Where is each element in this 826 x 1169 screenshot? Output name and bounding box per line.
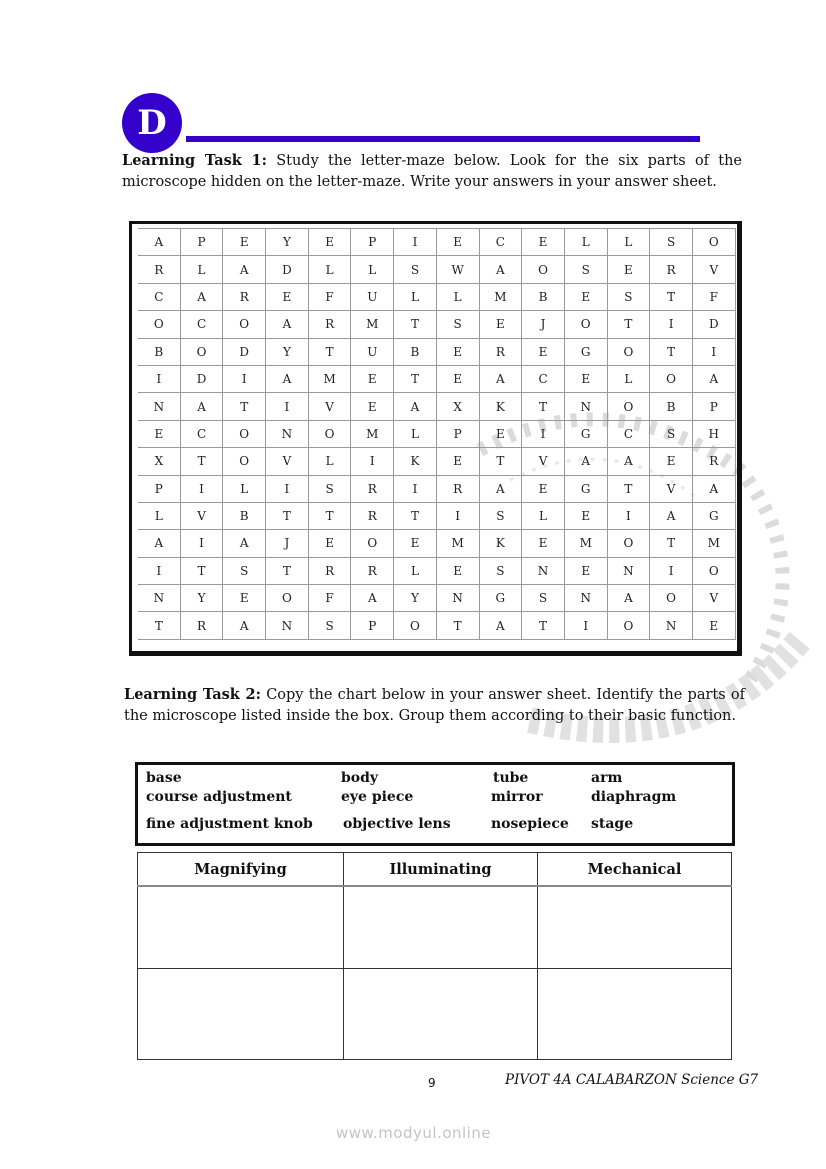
maze-cell: G [479,585,522,612]
maze-cell: E [436,338,479,365]
maze-cell: I [394,229,437,256]
maze-cell: T [394,311,437,338]
maze-cell: I [266,475,309,502]
maze-cell: U [351,283,394,310]
maze-cell: Y [180,585,223,612]
maze-cell: N [564,393,607,420]
page-number: 9 [428,1076,436,1090]
maze-cell: I [650,311,693,338]
maze-cell: O [223,448,266,475]
maze-cell: A [479,365,522,392]
maze-cell: E [351,365,394,392]
maze-cell: E [394,530,437,557]
maze-cell: N [138,393,180,420]
maze-cell: B [394,338,437,365]
maze-cell: A [138,229,180,256]
task1-text: Study the letter-maze below. Look for the six parts of the microscope hidden on the letter-maze. Write your answers in your answer sheet. [122,153,743,190]
maze-cell: L [351,256,394,283]
maze-cell: Y [266,229,309,256]
maze-cell: L [138,502,180,529]
maze-cell: I [266,393,309,420]
maze-cell: T [308,338,351,365]
maze-cell: E [266,283,309,310]
maze-cell: V [266,448,309,475]
maze-cell: L [436,283,479,310]
maze-cell: B [223,502,266,529]
maze-cell: O [522,256,565,283]
maze-cell: T [650,338,693,365]
maze-cell: L [394,283,437,310]
maze-cell: L [223,475,266,502]
task2-text: Copy the chart below in your answer sheet. Identify the parts of the microscope listed inside the box. Group them according to their basic function. [124,687,745,724]
maze-cell: I [180,475,223,502]
maze-cell: E [308,530,351,557]
maze-cell: O [607,530,650,557]
maze-cell: V [308,393,351,420]
maze-cell: E [522,530,565,557]
maze-row [138,557,735,584]
maze-cell: I [394,475,437,502]
maze-cell: S [223,557,266,584]
maze-row [138,612,735,639]
maze-cell: M [692,530,735,557]
site-watermark: www.modyul.online [336,1124,492,1142]
part-item: body [341,770,379,786]
chart-cell [138,886,344,969]
maze-cell: O [650,365,693,392]
maze-cell: H [692,420,735,447]
maze-cell: T [479,448,522,475]
maze-cell: I [436,502,479,529]
maze-cell: T [138,612,180,639]
maze-cell: A [266,311,309,338]
maze-cell: I [607,502,650,529]
maze-cell: J [522,311,565,338]
maze-cell: M [479,283,522,310]
maze-cell: R [351,475,394,502]
chart-cell [138,969,344,1060]
maze-cell: T [522,612,565,639]
maze-cell: L [308,448,351,475]
maze-cell: E [650,448,693,475]
maze-cell: S [607,283,650,310]
maze-cell: F [308,585,351,612]
maze-cell: A [223,612,266,639]
maze-cell: V [692,256,735,283]
maze-row [138,311,735,338]
maze-row [138,530,735,557]
maze-row [138,448,735,475]
maze-cell: O [308,420,351,447]
part-item: objective lens [343,816,451,832]
maze-cell: P [692,393,735,420]
maze-cell: R [479,338,522,365]
part-item: course adjustment [146,789,292,805]
part-item: base [146,770,182,786]
maze-cell: O [180,338,223,365]
maze-cell: M [351,420,394,447]
maze-cell: A [607,585,650,612]
maze-cell: S [436,311,479,338]
maze-cell: F [308,283,351,310]
maze-row [138,229,735,256]
task2-instructions [124,684,745,727]
maze-cell: R [436,475,479,502]
maze-cell: S [564,256,607,283]
chart-cell [538,969,732,1060]
maze-cell: T [223,393,266,420]
maze-cell: T [436,612,479,639]
maze-cell: A [394,393,437,420]
maze-cell: L [180,256,223,283]
maze-cell: E [351,393,394,420]
maze-cell: E [692,612,735,639]
maze-cell: D [180,365,223,392]
chart-row [138,886,732,969]
maze-cell: B [650,393,693,420]
maze-cell: I [223,365,266,392]
maze-cell: O [394,612,437,639]
maze-cell: E [564,365,607,392]
maze-row [138,283,735,310]
maze-cell: E [479,311,522,338]
maze-cell: P [351,229,394,256]
maze-cell: D [223,338,266,365]
maze-cell: F [692,283,735,310]
maze-cell: V [692,585,735,612]
maze-cell: T [180,557,223,584]
maze-cell: L [607,229,650,256]
maze-cell: I [180,530,223,557]
header-illuminating: Illuminating [344,853,538,887]
maze-cell: I [650,557,693,584]
maze-cell: E [564,502,607,529]
maze-cell: K [394,448,437,475]
maze-cell: L [564,229,607,256]
maze-cell: E [223,585,266,612]
maze-cell: N [266,420,309,447]
maze-cell: E [436,229,479,256]
parts-list-box [135,762,735,846]
maze-cell: R [308,557,351,584]
maze-cell: O [138,311,180,338]
maze-cell: L [607,365,650,392]
maze-cell: I [692,338,735,365]
maze-cell: S [308,475,351,502]
maze-cell: A [351,585,394,612]
maze-cell: K [479,393,522,420]
maze-cell: A [607,448,650,475]
maze-cell: E [436,365,479,392]
part-item: tube [493,770,529,786]
maze-cell: O [564,311,607,338]
maze-cell: S [479,502,522,529]
header-magnifying: Magnifying [138,853,344,887]
maze-cell: T [607,475,650,502]
maze-cell: P [436,420,479,447]
maze-cell: N [138,585,180,612]
maze-cell: J [266,530,309,557]
chart-cell [344,969,538,1060]
maze-cell: N [266,612,309,639]
maze-cell: I [138,365,180,392]
chart-header-row [138,853,732,887]
maze-cell: R [138,256,180,283]
maze-cell: T [266,557,309,584]
maze-cell: O [692,557,735,584]
maze-cell: A [180,283,223,310]
maze-cell: U [351,338,394,365]
maze-cell: O [223,311,266,338]
maze-cell: L [394,557,437,584]
maze-cell: W [436,256,479,283]
maze-cell: C [522,365,565,392]
maze-cell: R [180,612,223,639]
maze-cell: A [138,530,180,557]
part-item: diaphragm [591,789,677,805]
maze-cell: R [223,283,266,310]
maze-cell: I [564,612,607,639]
maze-cell: C [138,283,180,310]
maze-cell: E [308,229,351,256]
task1-label: Learning Task 1: [122,152,267,169]
maze-cell: V [522,448,565,475]
maze-cell: G [564,338,607,365]
maze-cell: P [138,475,180,502]
maze-cell: A [692,365,735,392]
maze-cell: A [479,475,522,502]
maze-cell: S [650,420,693,447]
maze-cell: T [180,448,223,475]
section-divider [186,136,700,142]
maze-row [138,502,735,529]
maze-cell: M [564,530,607,557]
maze-cell: E [607,256,650,283]
maze-cell: S [308,612,351,639]
maze-row [138,585,735,612]
maze-cell: D [266,256,309,283]
maze-cell: O [607,338,650,365]
section-badge: D [122,93,182,153]
part-item: nosepiece [491,816,569,832]
maze-cell: G [692,502,735,529]
maze-cell: A [692,475,735,502]
maze-cell: A [479,256,522,283]
maze-cell: C [607,420,650,447]
part-item: arm [591,770,623,786]
maze-cell: R [308,311,351,338]
maze-cell: T [308,502,351,529]
maze-cell: E [564,283,607,310]
maze-cell: A [266,365,309,392]
maze-cell: Y [266,338,309,365]
maze-cell: O [607,612,650,639]
maze-cell: R [351,502,394,529]
maze-row [138,475,735,502]
part-item: mirror [491,789,543,805]
maze-cell: T [522,393,565,420]
maze-cell: E [138,420,180,447]
maze-cell: L [394,420,437,447]
chart-cell [538,886,732,969]
maze-cell: I [522,420,565,447]
maze-cell: T [266,502,309,529]
maze-cell: K [479,530,522,557]
maze-cell: L [522,502,565,529]
maze-cell: S [650,229,693,256]
letter-maze-grid [138,228,736,640]
maze-cell: E [522,338,565,365]
maze-cell: A [223,256,266,283]
maze-row [138,365,735,392]
maze-cell: N [607,557,650,584]
maze-cell: A [650,502,693,529]
maze-cell: T [650,530,693,557]
maze-cell: I [351,448,394,475]
maze-cell: N [522,557,565,584]
chart-row [138,969,732,1060]
maze-cell: E [522,229,565,256]
maze-cell: C [180,420,223,447]
maze-cell: V [650,475,693,502]
maze-row [138,420,735,447]
maze-cell: B [138,338,180,365]
maze-cell: S [522,585,565,612]
maze-cell: T [394,365,437,392]
maze-cell: A [479,612,522,639]
maze-cell: N [564,585,607,612]
maze-cell: X [138,448,180,475]
maze-cell: S [394,256,437,283]
letter-maze [129,221,742,656]
maze-cell: M [308,365,351,392]
maze-cell: M [351,311,394,338]
task2-label: Learning Task 2: [124,686,261,703]
maze-cell: N [650,612,693,639]
maze-row [138,393,735,420]
part-item: stage [591,816,634,832]
maze-cell: M [436,530,479,557]
maze-cell: E [436,448,479,475]
maze-cell: O [607,393,650,420]
maze-row [138,338,735,365]
maze-cell: V [180,502,223,529]
part-item: eye piece [341,789,414,805]
maze-cell: E [564,557,607,584]
function-chart [137,852,732,1060]
maze-cell: X [436,393,479,420]
maze-cell: T [650,283,693,310]
maze-cell: R [351,557,394,584]
maze-cell: B [522,283,565,310]
maze-cell: G [564,420,607,447]
maze-cell: Y [394,585,437,612]
maze-cell: O [266,585,309,612]
footer-title: PIVOT 4A CALABARZON Science G7 [505,1072,759,1088]
maze-cell: R [650,256,693,283]
maze-cell: C [180,311,223,338]
maze-cell: T [394,502,437,529]
maze-cell: D [692,311,735,338]
maze-cell: P [351,612,394,639]
maze-cell: L [308,256,351,283]
maze-cell: E [522,475,565,502]
maze-cell: E [436,557,479,584]
maze-cell: C [479,229,522,256]
maze-cell: P [180,229,223,256]
header-mechanical: Mechanical [538,853,732,887]
maze-cell: G [564,475,607,502]
maze-cell: A [180,393,223,420]
maze-cell: A [564,448,607,475]
part-item: fine adjustment knob [146,816,313,832]
maze-cell: I [138,557,180,584]
maze-cell: O [650,585,693,612]
maze-cell: A [223,530,266,557]
maze-cell: O [223,420,266,447]
task1-instructions [122,150,742,193]
chart-cell [344,886,538,969]
maze-cell: E [223,229,266,256]
maze-cell: T [607,311,650,338]
maze-cell: O [692,229,735,256]
maze-cell: R [692,448,735,475]
maze-cell: S [479,557,522,584]
maze-row [138,256,735,283]
maze-cell: E [479,420,522,447]
maze-cell: N [436,585,479,612]
maze-cell: O [351,530,394,557]
